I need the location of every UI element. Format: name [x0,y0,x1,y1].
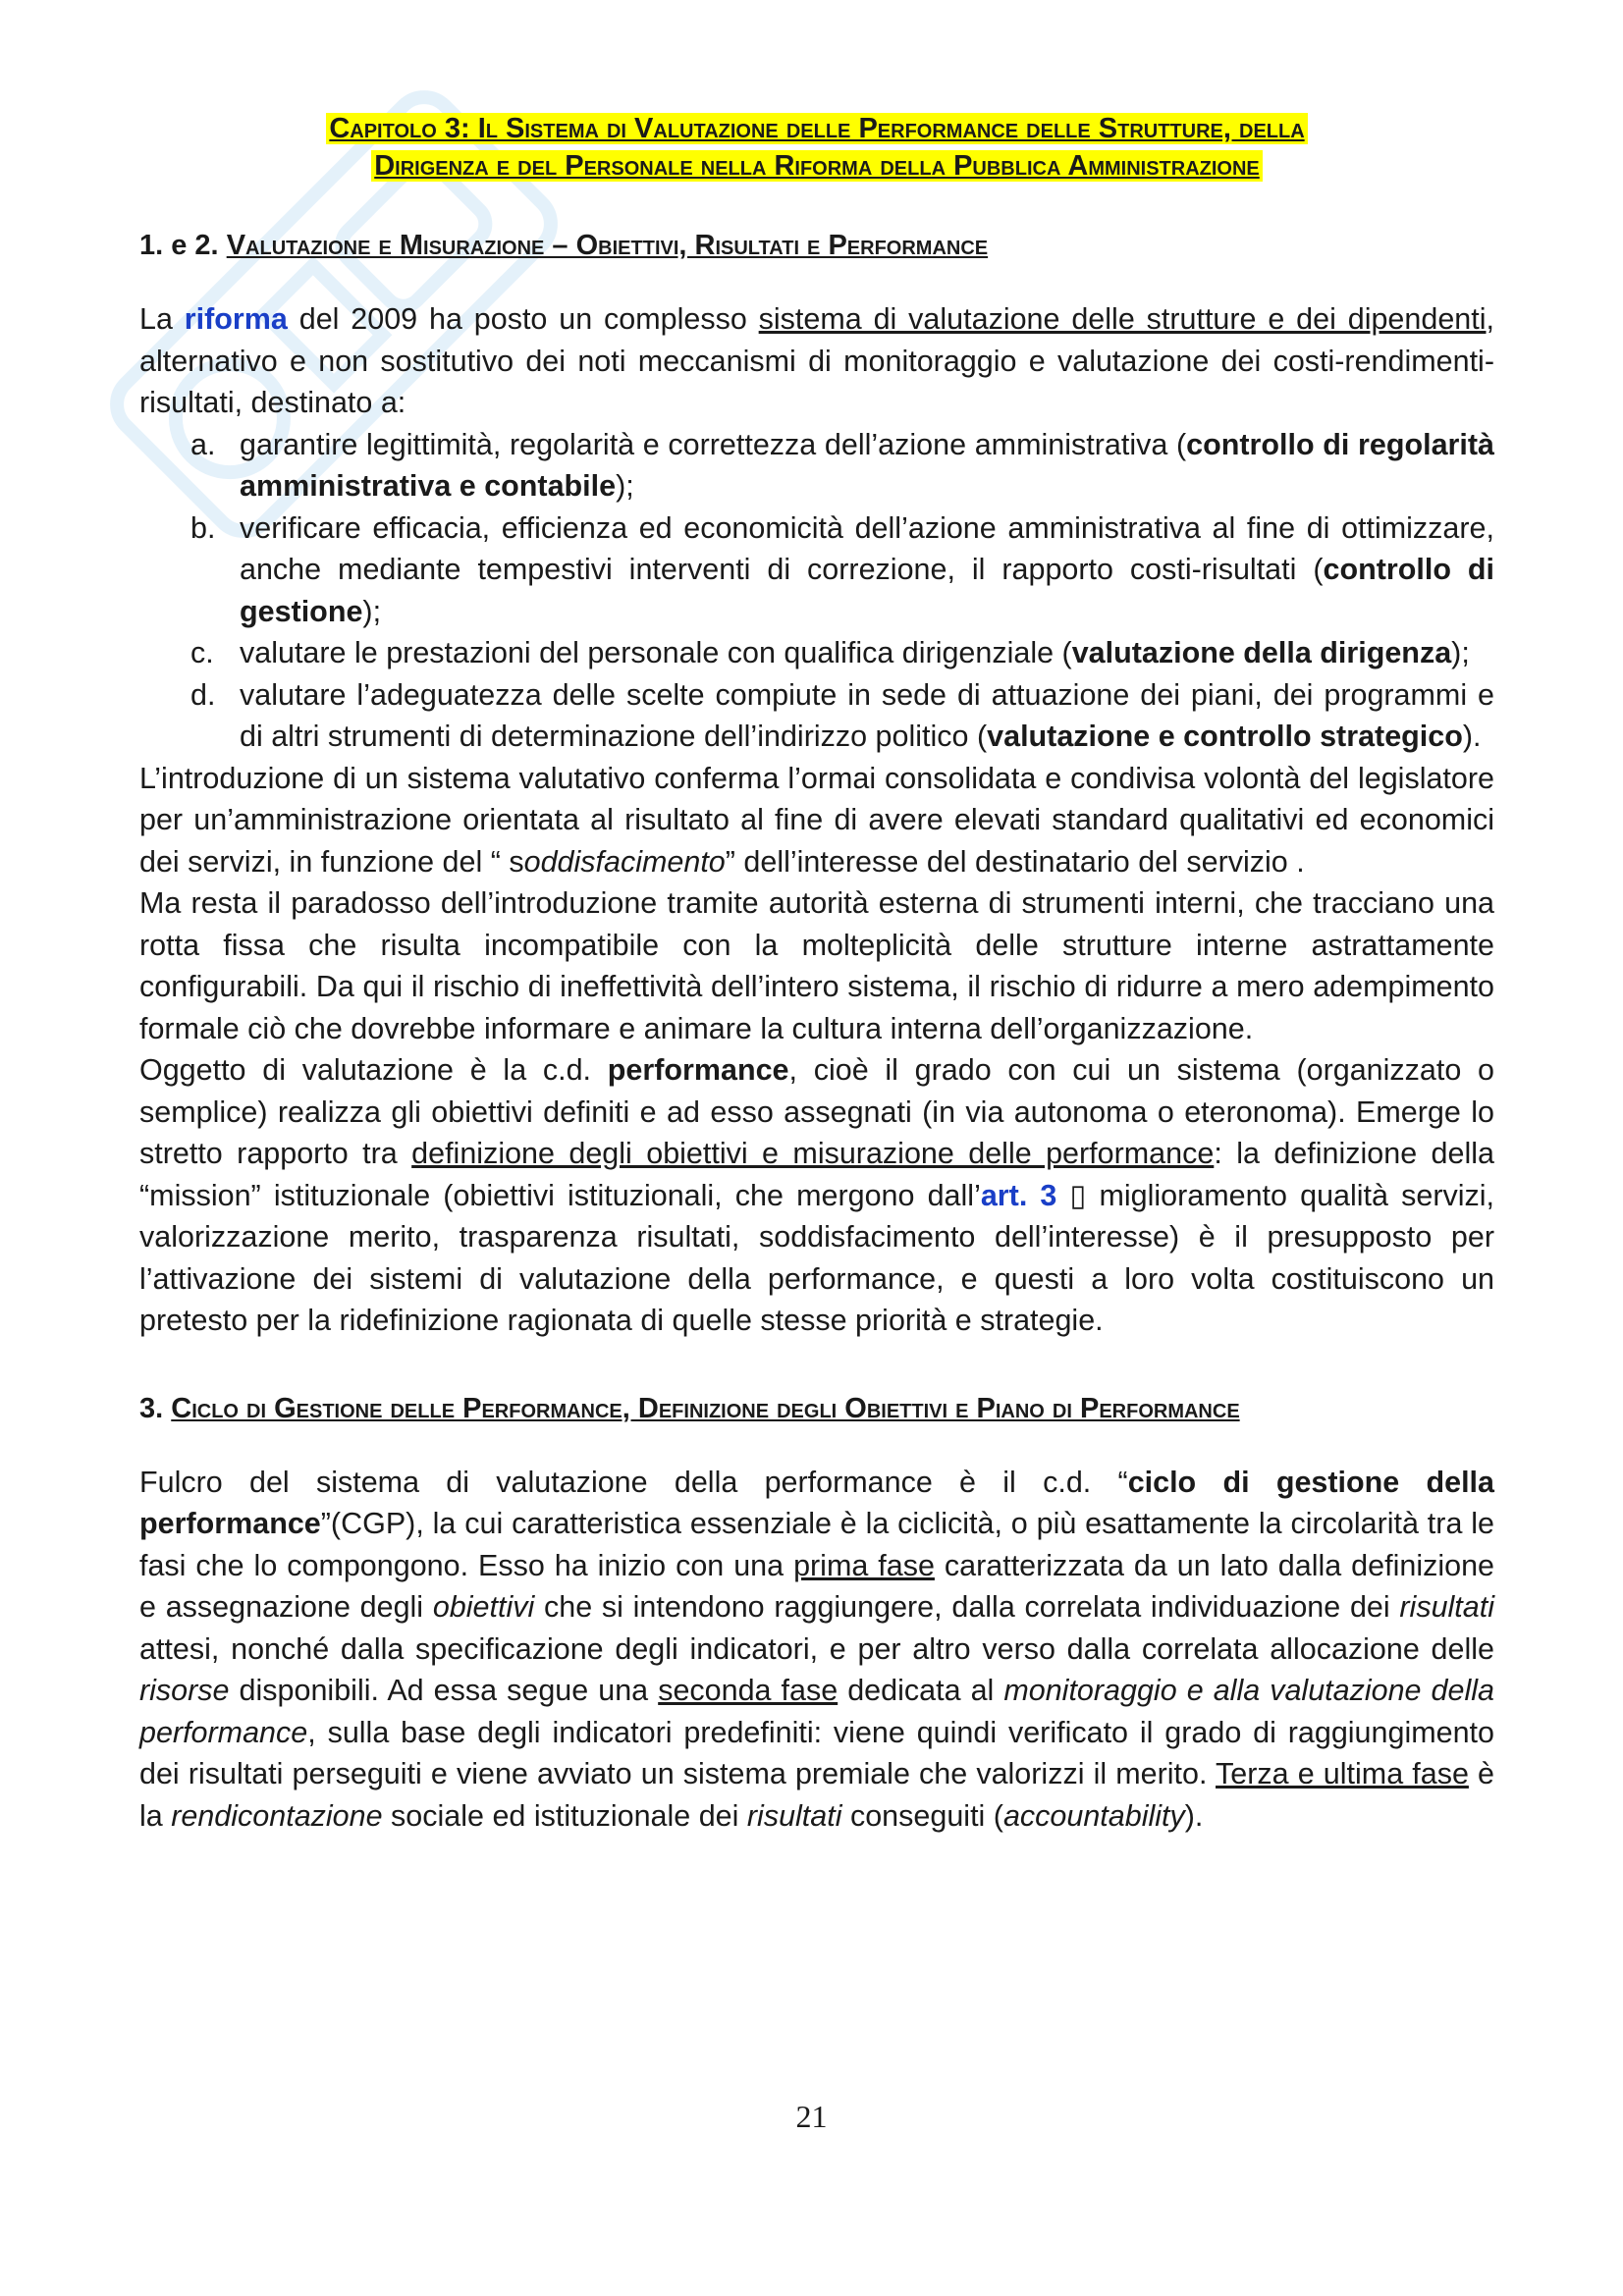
objectives-list [139,424,1494,758]
paragraph-paradosso: Ma resta il paradosso dell’introduzione tramite autorità esterna di strumenti interni, che tracciano una rotta fissa che risulta incompatibile con la molteplicità delle strutture interne astrattamente configurabili. Da qui il rischio di ineffettività dell’intero sistema, il rischio di ridurre a mero adempimento formale ciò che dovrebbe informare e animare la cultura interna dell’organizzazione. [139,886,1494,1045]
page-number: 21 [795,2099,828,2134]
chapter-title-line2: Dirigenza e del Personale nella Riforma della Pubblica Amministrazione [371,150,1263,182]
riforma-link[interactable]: riforma [184,302,288,336]
section-heading-1 [139,226,1494,265]
list-item: c. valutare le prestazioni del personale con qualifica dirigenziale (valutazione della dirigenza); [190,636,1470,669]
list-item: b. verificare efficacia, efficienza ed economicità dell’azione amministrativa al fine di ottimizzare, anche mediante tempestivi interventi di correzione, il rapporto costi-risultati (controllo di gestione); [190,510,1494,628]
section-title: Valutazione e Misurazione – Obiettivi, Risultati e Performance [226,230,989,261]
chapter-title [139,110,1494,185]
section-number: 1. e 2. [139,230,219,261]
chapter-title-line1: Capitolo 3: Il Sistema di Valutazione delle Performance delle Strutture, della [326,113,1307,144]
section-title: Ciclo di Gestione delle Performance, Definizione degli Obiettivi e Piano di Performance [171,1392,1240,1424]
intro-paragraph: La riforma del 2009 ha posto un complesso sistema di valutazione delle strutture e dei dipendenti, alternativo e non sostitutivo dei noti meccanismi di monitoraggio e valutazione dei costi-rendimenti-risultati, destinato a: [139,302,1494,419]
paragraph-ciclo: Fulcro del sistema di valutazione della performance è il c.d. “ciclo di gestione della performance”(CGP), la cui caratteristica essenziale è la ciclicità, o più esattamente la circolarità tra le fasi che lo compongono. Esso ha inizio con una prima fase caratterizzata da un lato dalla definizione e assegnazione degli obiettivi che si intendono raggiungere, dalla correlata individuazione dei risultati attesi, nonché dalla specificazione degli indicatori, e per altro verso dalla correlata allocazione delle risorse disponibili. Ad essa segue una seconda fase dedicata al monitoraggio e alla valutazione della performance, sulla base degli indicatori predefiniti: viene quindi verificato il grado di raggiungimento dei risultati perseguiti e viene avviato un sistema premiale che valorizzi il merito. Terza e ultima fase è la rendicontazione sociale ed istituzionale dei risultati conseguiti (accountability). [139,1465,1495,1833]
paragraph-introduzione: L’introduzione di un sistema valutativo conferma l’ormai consolidata e condivisa volontà del legislatore per un’amministrazione orientata al risultato al fine di avere elevati standard qualitativi ed economici dei servizi, in funzione del “ soddisfacimento” dell’interesse del destinatario del servizio . [139,761,1494,879]
list-item: a. garantire legittimità, regolarità e correttezza dell’azione amministrativa (controllo di regolarità amministrativa e contabile); [190,427,1494,503]
list-item: d. valutare l’adeguatezza delle scelte compiute in sede di attuazione dei piani, dei programmi e di altri strumenti di determinazione dell’indirizzo politico (valutazione e controllo strategico). [190,677,1494,753]
paragraph-performance: Oggetto di valutazione è la c.d. performance, cioè il grado con cui un sistema (organizzato o semplice) realizza gli obiettivi definiti e ad esso assegnati (in via autonoma o eteronoma). Emerge lo stretto rapporto tra definizione degli obiettivi e misurazione delle performance: la definizione della “mission” istituzionale (obiettivi istituzionali, che mergono dall’art. 3 ▯ miglioramento qualità servizi, valorizzazione merito, trasparenza risultati, soddisfacimento dell’interesse) è il presupposto per l’attivazione dei sistemi di valutazione della performance, e questi a loro volta costituiscono un pretesto per la ridefinizione ragionata di quelle stesse priorità e strategie. [139,1053,1495,1337]
document-page [139,110,1494,1837]
art3-link[interactable]: art. 3 [980,1178,1057,1212]
section-heading-3 [139,1389,1494,1428]
section-number: 3. [139,1392,164,1424]
